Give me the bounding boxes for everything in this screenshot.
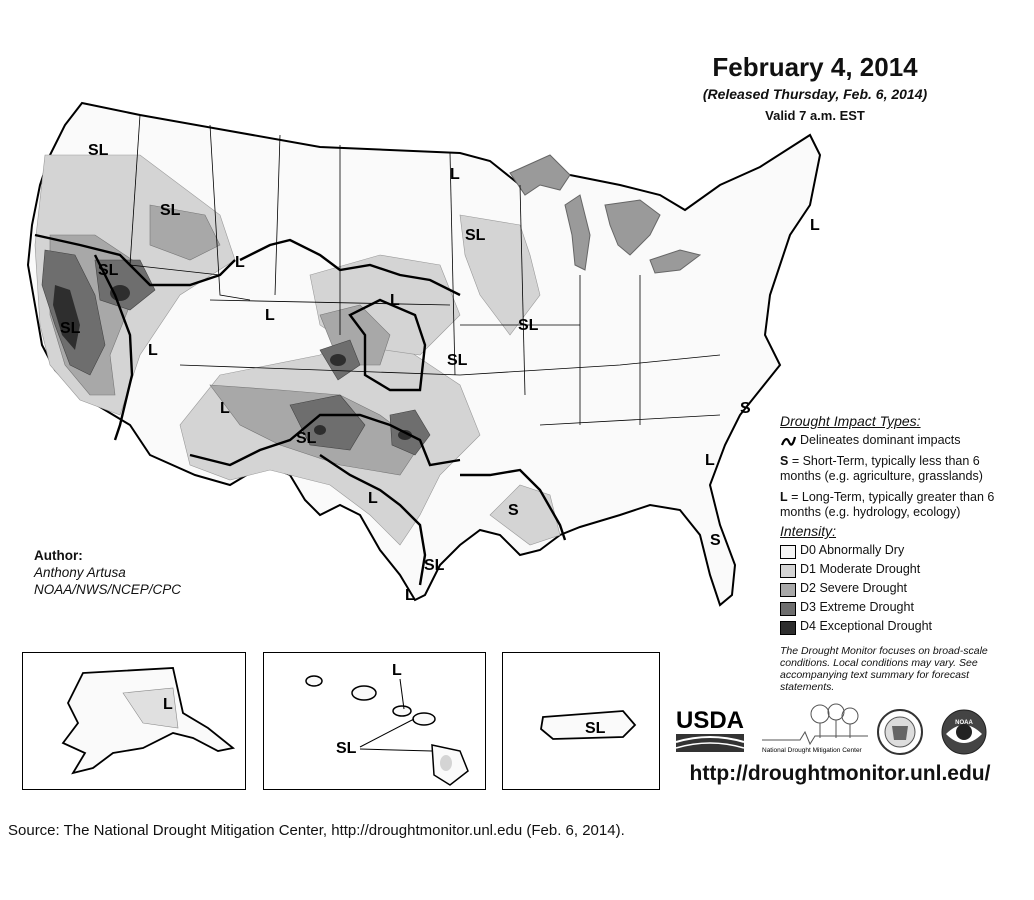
label-l-wy: L bbox=[265, 307, 275, 324]
disclaimer-note: The Drought Monitor focuses on broad-scale conditions. Local conditions may vary. See accompanying text summary for forecast statements. bbox=[780, 645, 988, 693]
intensity-row bbox=[780, 581, 1015, 596]
label-l-mn: L bbox=[450, 166, 460, 183]
label-l-hi: L bbox=[392, 662, 402, 679]
intensity-swatch bbox=[780, 583, 796, 597]
intensity-swatch bbox=[780, 602, 796, 616]
short-term-text: = Short-Term, typically less than 6 months (e.g. agriculture, grasslands) bbox=[780, 454, 983, 483]
author-heading: Author: bbox=[34, 548, 83, 563]
label-sl-id: SL bbox=[160, 202, 181, 219]
label-sl-ia: SL bbox=[465, 227, 486, 244]
intensity-label: D4 Exceptional Drought bbox=[800, 619, 933, 633]
author-org: NOAA/NWS/NCEP/CPC bbox=[34, 582, 182, 597]
long-term-entry bbox=[780, 490, 1015, 520]
delineates-text: Delineates dominant impacts bbox=[800, 433, 961, 447]
label-sl-pr: SL bbox=[585, 720, 606, 737]
noaa-logo-text: NOAA bbox=[955, 720, 973, 726]
label-sl-ca: SL bbox=[60, 320, 81, 337]
noaa-logo bbox=[940, 708, 988, 756]
legend bbox=[780, 414, 1015, 634]
ndmc-logo-text: National Drought Mitigation Center bbox=[762, 747, 862, 754]
intensity-list bbox=[780, 543, 1015, 634]
label-s-fl: S bbox=[710, 532, 721, 549]
hawaii-inset bbox=[263, 652, 486, 790]
delineates-row bbox=[780, 433, 1015, 448]
label-sl-hi: SL bbox=[336, 740, 357, 757]
author-name: Anthony Artusa bbox=[34, 565, 126, 580]
intensity-label: D0 Abnormally Dry bbox=[800, 543, 905, 557]
commerce-seal-logo bbox=[876, 708, 924, 756]
intensity-swatch bbox=[780, 564, 796, 578]
label-s-la: S bbox=[508, 502, 519, 519]
label-sl-nv: SL bbox=[98, 262, 119, 279]
label-l-tx: L bbox=[368, 490, 378, 507]
impact-line-icon bbox=[780, 433, 796, 449]
intensity-heading: Intensity: bbox=[780, 523, 837, 539]
release-date: (Released Thursday, Feb. 6, 2014) bbox=[702, 86, 928, 102]
label-l-ga: L bbox=[705, 452, 715, 469]
label-l-ne: L bbox=[390, 292, 400, 309]
label-sl-or: SL bbox=[88, 142, 109, 159]
puerto-rico-inset bbox=[502, 652, 660, 790]
valid-time: Valid 7 a.m. EST bbox=[765, 108, 865, 123]
label-s-nc: S bbox=[740, 400, 751, 417]
label-sl-ks: SL bbox=[447, 352, 468, 369]
label-l-mt: L bbox=[235, 254, 245, 271]
usda-logo-text: USDA bbox=[676, 707, 745, 734]
label-l-stx: L bbox=[405, 587, 415, 604]
source-caption: Source: The National Drought Mitigation Center, http://droughtmonitor.unl.edu (Feb. 6, 2014). bbox=[8, 822, 625, 839]
intensity-label: D3 Extreme Drought bbox=[800, 600, 914, 614]
long-term-text: = Long-Term, typically greater than 6 months (e.g. hydrology, ecology) bbox=[780, 490, 995, 519]
intensity-row bbox=[780, 600, 1015, 615]
alaska-inset bbox=[22, 652, 246, 790]
intensity-row bbox=[780, 619, 1015, 634]
label-sl-tx: SL bbox=[424, 557, 445, 574]
map-title: February 4, 2014 bbox=[712, 52, 918, 82]
label-sl-il: SL bbox=[518, 317, 539, 334]
drought-monitor-url[interactable]: http://droughtmonitor.unl.edu/ bbox=[689, 762, 991, 785]
label-l-ak: L bbox=[163, 696, 173, 713]
intensity-row bbox=[780, 562, 1015, 577]
intensity-row bbox=[780, 543, 1015, 558]
label-l-me: L bbox=[810, 217, 820, 234]
intensity-label: D1 Moderate Drought bbox=[800, 562, 921, 576]
author-block bbox=[34, 547, 181, 598]
usda-logo bbox=[676, 706, 746, 754]
label-l-ut: L bbox=[148, 342, 158, 359]
short-term-key: S bbox=[780, 454, 789, 468]
impact-types-heading: Drought Impact Types: bbox=[780, 413, 921, 429]
intensity-swatch bbox=[780, 545, 796, 559]
intensity-swatch bbox=[780, 621, 796, 635]
ndmc-logo bbox=[760, 700, 870, 756]
short-term-entry bbox=[780, 454, 1015, 484]
label-l-az: L bbox=[220, 400, 230, 417]
long-term-key: L bbox=[780, 490, 788, 504]
label-sl-nm: SL bbox=[296, 430, 317, 447]
intensity-label: D2 Severe Drought bbox=[800, 581, 908, 595]
